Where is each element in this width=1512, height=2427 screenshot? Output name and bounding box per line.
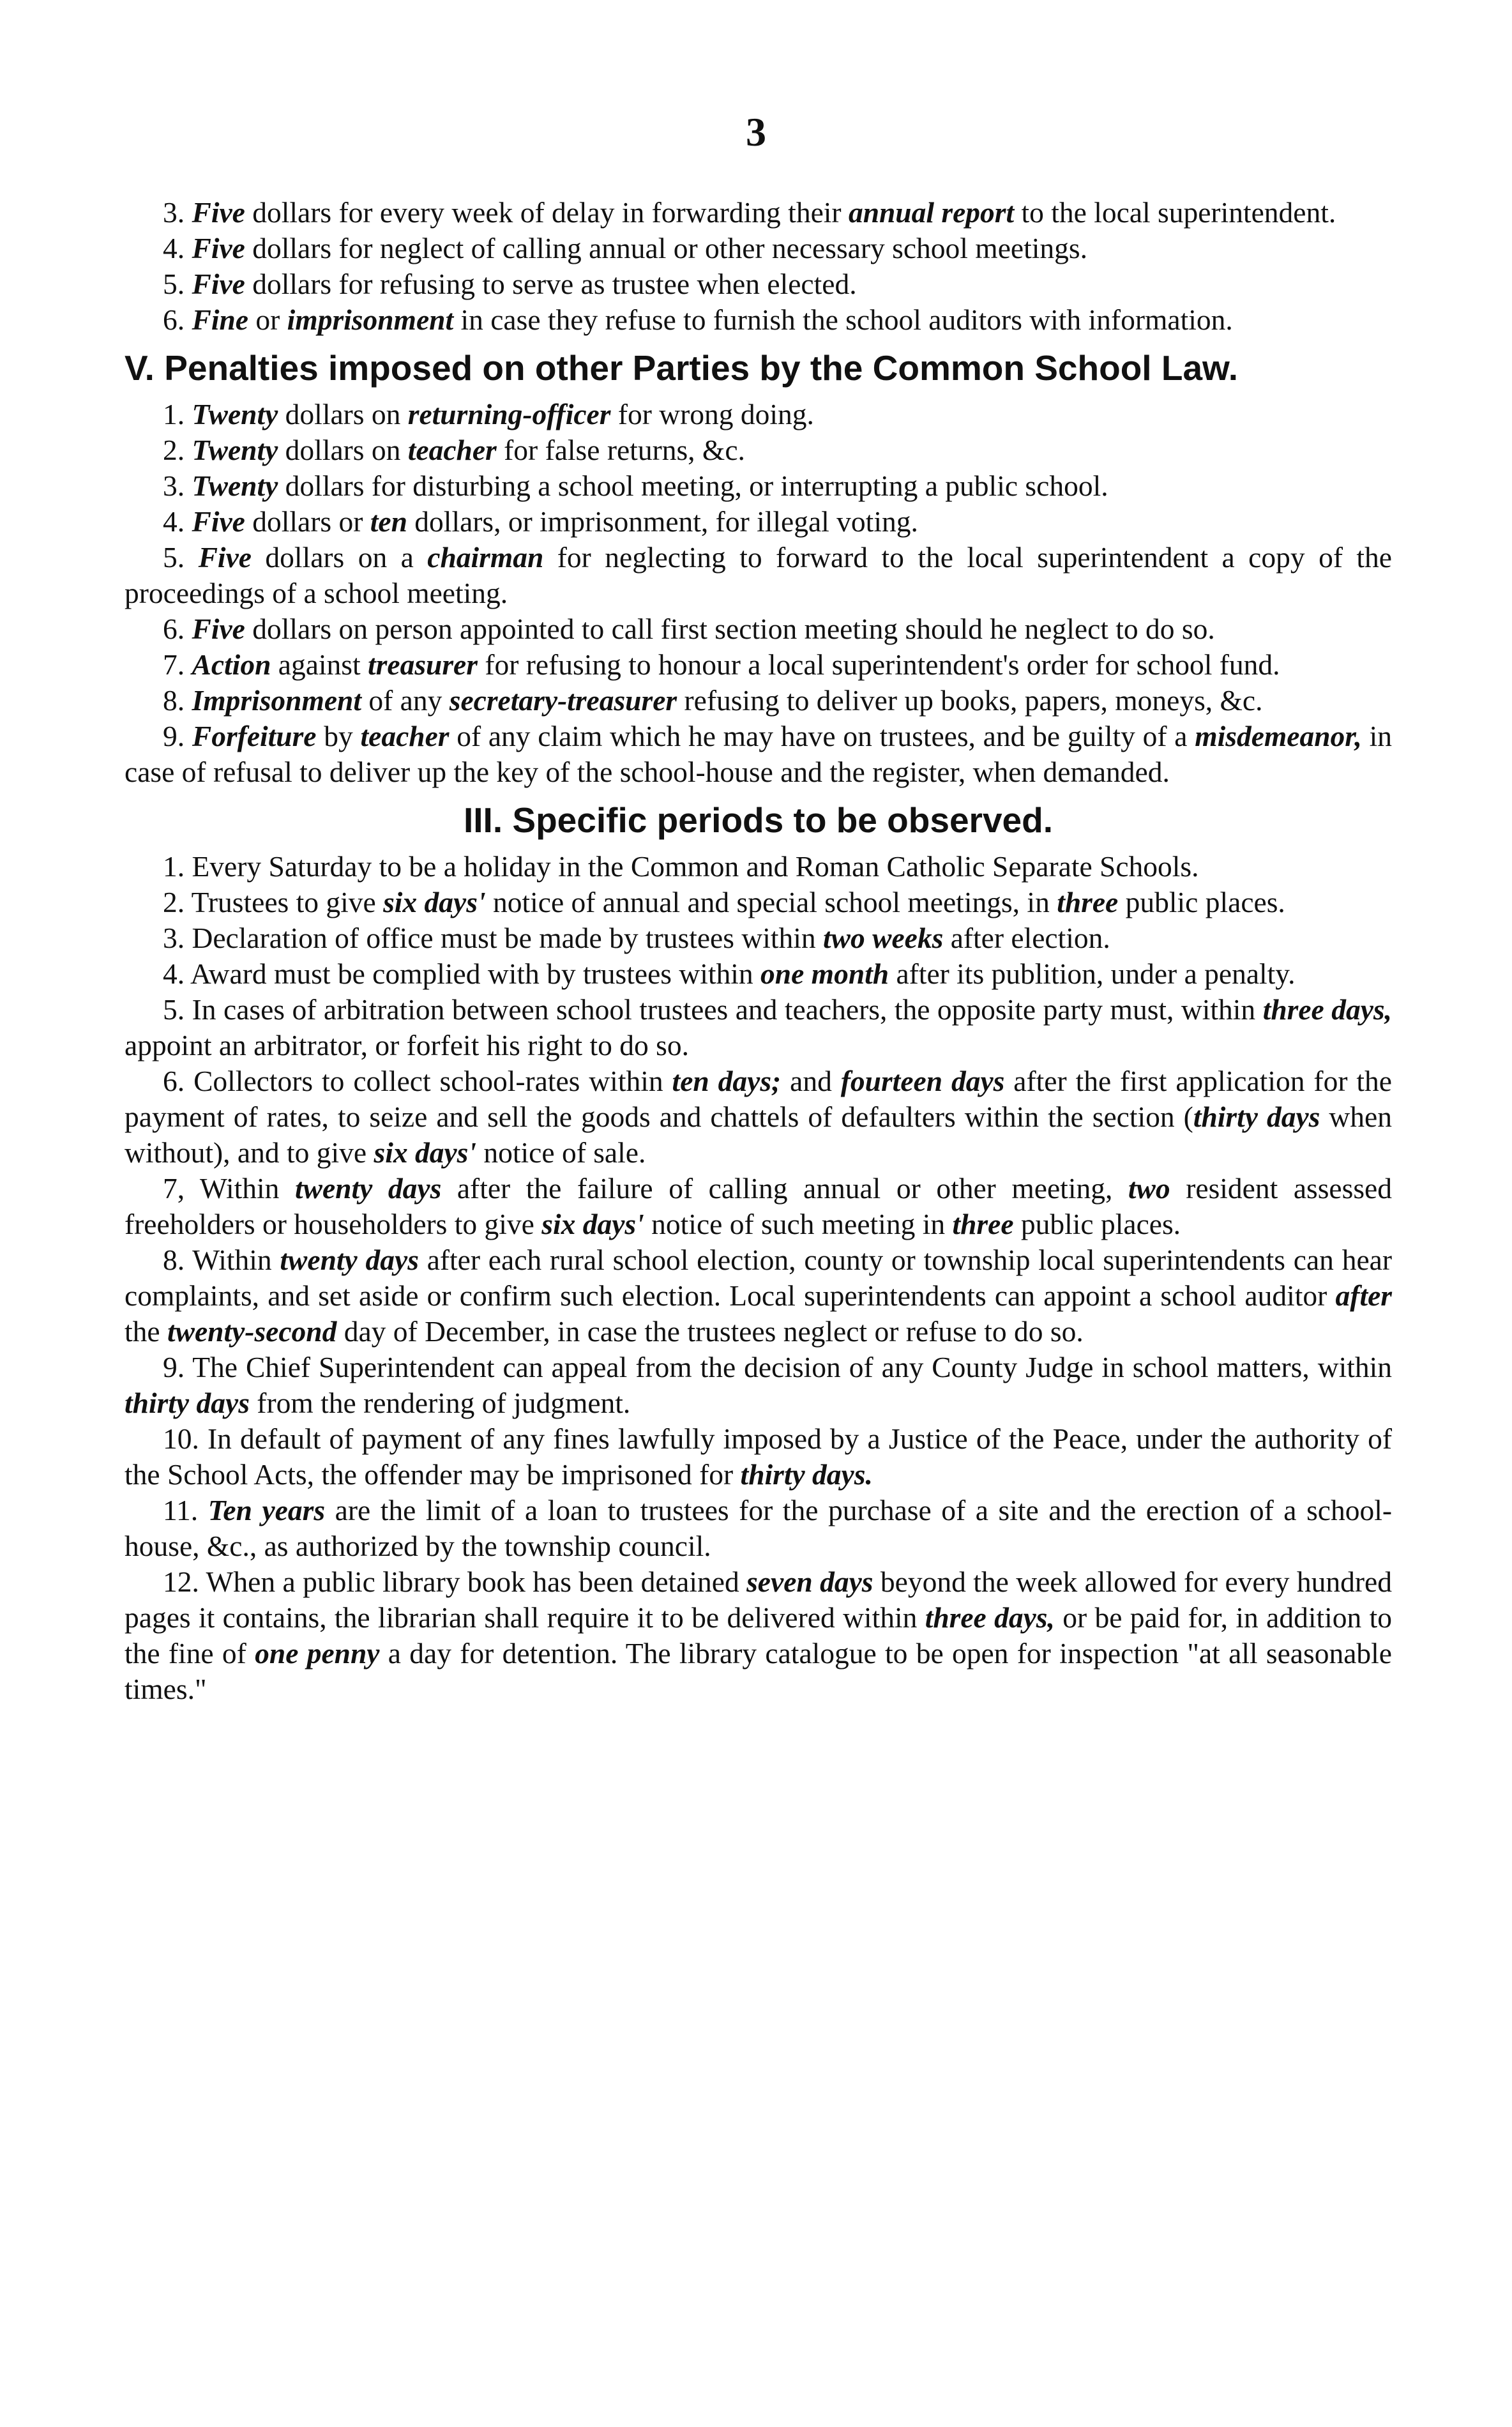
text-run: after the first application for the payment of rates, to seize and sell the goods and chattels of defaulters within the section (	[125, 1065, 1392, 1133]
list-item	[125, 992, 1392, 1063]
emphasized-text: thirty days	[125, 1387, 250, 1419]
text-run: 6.	[163, 612, 192, 645]
emphasized-text: Twenty	[192, 434, 278, 466]
text-run: 5. In cases of arbitration between school trustees and teachers, the opposite party must, within	[163, 993, 1263, 1026]
text-run: a day for detention. The library catalogue to be open for inspection "at all seasonable times."	[125, 1637, 1392, 1705]
list-item	[125, 231, 1392, 266]
section-iv-continued	[125, 195, 1392, 338]
emphasized-text: Forfeiture	[192, 720, 317, 752]
text-run: after the failure of calling annual or other meeting,	[441, 1172, 1128, 1205]
list-item	[125, 920, 1392, 956]
list-item	[125, 719, 1392, 790]
list-item	[125, 1242, 1392, 1350]
text-run: 5.	[163, 268, 192, 300]
list-item	[125, 266, 1392, 302]
emphasized-text: Twenty	[192, 469, 278, 502]
emphasized-text: twenty-second	[167, 1315, 337, 1348]
list-item	[125, 647, 1392, 683]
text-run: from the rendering of judgment.	[249, 1387, 631, 1419]
text-run: 2.	[163, 434, 192, 466]
emphasized-text: imprisonment	[287, 303, 454, 336]
text-run: 1.	[163, 398, 192, 430]
emphasized-text: Five	[192, 612, 245, 645]
emphasized-text: ten days;	[672, 1065, 782, 1097]
emphasized-text: teacher	[360, 720, 450, 752]
list-item	[125, 885, 1392, 920]
emphasized-text: fourteen days	[840, 1065, 1005, 1097]
emphasized-text: Twenty	[192, 398, 278, 430]
emphasized-text: seven days	[746, 1565, 873, 1598]
emphasized-text: returning-officer	[407, 398, 611, 430]
text-run: or	[248, 303, 287, 336]
text-run: and	[781, 1065, 841, 1097]
text-run: dollars for every week of delay in forwarding their	[245, 196, 849, 229]
text-run: 2. Trustees to give	[163, 886, 384, 918]
page-body	[125, 195, 1392, 1707]
text-run: 5.	[163, 541, 199, 574]
list-item	[125, 540, 1392, 611]
list-item	[125, 302, 1392, 338]
list-item	[125, 1350, 1392, 1421]
emphasized-text: annual report	[848, 196, 1015, 229]
text-run: public places.	[1118, 886, 1285, 918]
emphasized-text: three days,	[1262, 993, 1392, 1026]
text-run: after election.	[943, 922, 1110, 954]
text-run: for wrong doing.	[610, 398, 814, 430]
text-run: 4.	[163, 505, 192, 538]
text-run: 3.	[163, 469, 192, 502]
emphasized-text: thirty days.	[740, 1458, 873, 1491]
list-item	[125, 683, 1392, 719]
text-run: 6.	[163, 303, 192, 336]
section-v-list	[125, 397, 1392, 790]
text-run: 7, Within	[163, 1172, 295, 1205]
text-run: after each rural school election, county or township local superintendents can hear complaints, and set aside or confirm such election. Local superintendents can appoint a school auditor	[125, 1244, 1392, 1312]
text-run: or be paid for, in addition to the fine of	[125, 1601, 1392, 1670]
text-run: 7.	[163, 648, 192, 681]
list-item	[125, 1493, 1392, 1564]
text-run: public places.	[1013, 1208, 1181, 1240]
text-run: 12. When a public library book has been detained	[163, 1565, 747, 1598]
text-run: 9. The Chief Superintendent can appeal from the decision of any County Judge in school matters, within	[163, 1351, 1392, 1383]
text-run: refusing to deliver up books, papers, moneys, &c.	[677, 684, 1263, 717]
emphasized-text: one penny	[255, 1637, 380, 1670]
emphasized-text: Imprisonment	[192, 684, 361, 717]
text-run: dollars on person appointed to call first section meeting should he neglect to do so.	[245, 612, 1215, 645]
text-run: when without), and to give	[125, 1100, 1392, 1169]
text-run: 3.	[163, 196, 192, 229]
text-run: of any	[361, 684, 450, 717]
text-run: are the limit of a loan to trustees for the purchase of a site and the erection of a school-house, &c., as authorized by the township council.	[125, 1494, 1393, 1562]
text-run: 8. Within	[163, 1244, 280, 1276]
emphasized-text: Ten years	[208, 1494, 326, 1526]
text-run: resident assessed freeholders or householders to give	[125, 1172, 1392, 1240]
emphasized-text: one month	[760, 957, 889, 990]
text-run: 10. In default of payment of any fines lawfully imposed by a Justice of the Peace, under the authority of the School Acts, the offender may be imprisoned for	[125, 1422, 1392, 1491]
page-number: 3	[746, 109, 766, 155]
text-run: notice of annual and special school meetings, in	[485, 886, 1057, 918]
list-item	[125, 611, 1392, 647]
text-run: to the local superintendent.	[1014, 196, 1336, 229]
emphasized-text: six days'	[541, 1208, 644, 1240]
list-item	[125, 504, 1392, 540]
list-item	[125, 1564, 1392, 1707]
text-run: in case of refusal to deliver up the key of the school-house and the register, when demanded.	[125, 720, 1392, 788]
text-run: beyond the week allowed for every hundred pages it contains, the librarian shall require it to be delivered within	[125, 1565, 1393, 1634]
emphasized-text: secretary-treasurer	[449, 684, 677, 717]
emphasized-text: after	[1335, 1279, 1392, 1312]
text-run: dollars for neglect of calling annual or other necessary school meetings.	[245, 232, 1087, 264]
text-run: notice of sale.	[476, 1136, 646, 1169]
emphasized-text: teacher	[407, 434, 497, 466]
text-run: appoint an arbitrator, or forfeit his right to do so.	[125, 1029, 689, 1061]
text-run: in case they refuse to furnish the school auditors with information.	[453, 303, 1233, 336]
emphasized-text: two weeks	[823, 922, 944, 954]
emphasized-text: Five	[192, 232, 245, 264]
emphasized-text: six days'	[374, 1136, 477, 1169]
text-run: 9.	[163, 720, 192, 752]
text-run: 3. Declaration of office must be made by trustees within	[163, 922, 823, 954]
section-iii-heading: III. Specific periods to be observed.	[463, 800, 1054, 840]
emphasized-text: Five	[192, 196, 245, 229]
text-run: dollars on	[278, 434, 408, 466]
text-run: 8.	[163, 684, 192, 717]
emphasized-text: chairman	[427, 541, 544, 574]
text-run: day of December, in case the trustees neglect or refuse to do so.	[336, 1315, 1084, 1348]
text-run: dollars for disturbing a school meeting, or interrupting a public school.	[278, 469, 1108, 502]
emphasized-text: ten	[370, 505, 407, 538]
emphasized-text: treasurer	[368, 648, 478, 681]
list-item	[125, 956, 1392, 992]
emphasized-text: twenty days	[294, 1172, 442, 1205]
section-v-heading: V. Penalties imposed on other Parties by the Common School Law.	[125, 348, 1239, 388]
emphasized-text: three	[952, 1208, 1014, 1240]
list-item	[125, 468, 1392, 504]
text-run: by	[316, 720, 361, 752]
text-run: dollars or	[245, 505, 370, 538]
list-item	[125, 849, 1392, 885]
text-run: 11.	[163, 1494, 208, 1526]
emphasized-text: three	[1057, 886, 1119, 918]
list-item	[125, 397, 1392, 432]
text-run: dollars on	[278, 398, 408, 430]
text-run: notice of such meeting in	[644, 1208, 953, 1240]
text-run: against	[271, 648, 368, 681]
emphasized-text: Five	[192, 268, 245, 300]
text-run: 4.	[163, 232, 192, 264]
text-run: the	[125, 1315, 167, 1348]
list-item	[125, 432, 1392, 468]
emphasized-text: three days,	[925, 1601, 1055, 1634]
text-run: 6. Collectors to collect school-rates within	[163, 1065, 672, 1097]
text-run: for false returns, &c.	[496, 434, 745, 466]
emphasized-text: misdemeanor,	[1195, 720, 1362, 752]
emphasized-text: two	[1128, 1172, 1170, 1205]
emphasized-text: Fine	[192, 303, 248, 336]
text-run: after its publition, under a penalty.	[889, 957, 1296, 990]
text-run: for refusing to honour a local superintendent's order for school fund.	[477, 648, 1280, 681]
text-run: 4. Award must be complied with by trustees within	[163, 957, 761, 990]
list-item	[125, 1063, 1392, 1171]
text-run: dollars, or imprisonment, for illegal voting.	[407, 505, 918, 538]
text-run: of any claim which he may have on trustees, and be guilty of a	[449, 720, 1195, 752]
section-iii-list	[125, 849, 1392, 1707]
text-run: dollars for refusing to serve as trustee when elected.	[245, 268, 857, 300]
text-run: for neglecting to forward to the local superintendent a copy of the proceedings of a school meeting.	[125, 541, 1392, 609]
list-item	[125, 1171, 1392, 1242]
emphasized-text: Action	[192, 648, 271, 681]
list-item	[125, 195, 1392, 231]
emphasized-text: six days'	[383, 886, 486, 918]
emphasized-text: twenty days	[280, 1244, 419, 1276]
emphasized-text: thirty days	[1193, 1100, 1320, 1133]
emphasized-text: Five	[192, 505, 245, 538]
emphasized-text: Five	[198, 541, 252, 574]
text-run: dollars on a	[251, 541, 428, 574]
list-item	[125, 1421, 1392, 1493]
text-run: 1. Every Saturday to be a holiday in the Common and Roman Catholic Separate Schools.	[163, 850, 1199, 883]
